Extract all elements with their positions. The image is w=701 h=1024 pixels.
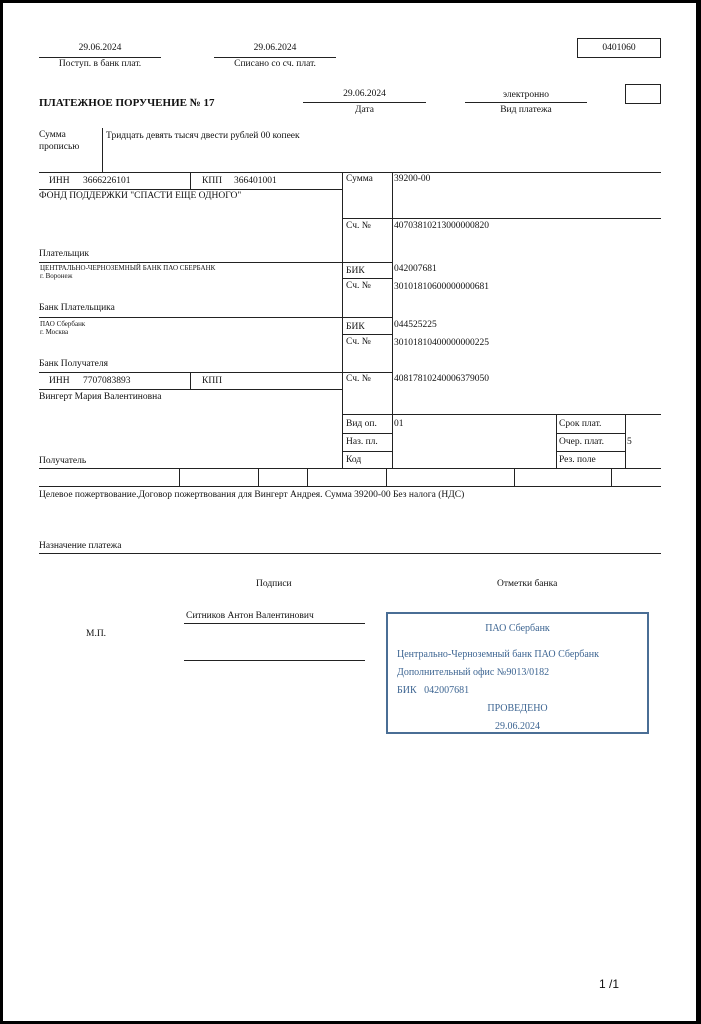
payer-bank-name: ЦЕНТРАЛЬНО-ЧЕРНОЗЕМНЫЙ БАНК ПАО СБЕРБАНК [40,264,216,272]
bank-stamp [386,612,649,734]
main-divider-1 [342,172,343,468]
signatures-label: Подписи [256,579,292,589]
purpose-text: Целевое пожертвование.Договор пожертвования для Вингерт Андрея. Сумма 39200-00 Без налога (НДС) [39,490,465,500]
tax-div-6 [611,468,612,486]
recipient-bank-label: Банк Получателя [39,359,108,369]
line-448b [556,451,625,452]
line-259 [39,262,392,263]
recipient-bank-name: ПАО Сбербанк [40,320,86,328]
line-331 [342,334,392,335]
recipient-name: Вингерт Мария Валентиновна [39,392,162,402]
line-430b [556,433,625,434]
seal-label: М.П. [86,629,107,639]
received-label: Поступ. в банк плат. [58,59,142,69]
recipient-account: 40817810240006379050 [394,374,489,384]
recipient-inn-label: ИНН [49,376,70,386]
stamp-office: Дополнительный офис №9013/0182 [397,667,550,678]
tax-div-2 [258,468,259,486]
line-186 [39,189,342,190]
line-369 [39,372,392,373]
payment-kind-line [465,102,587,103]
line-386 [39,389,342,390]
recipient-bank-account-label: Сч. № [346,337,371,347]
tax-div-5 [514,468,515,486]
line-550 [39,553,661,554]
codes-divider-1 [556,414,557,468]
tax-div-1 [179,468,180,486]
purpose-code-label: Наз. пл. [346,437,378,447]
page-number: 1 /1 [599,977,620,991]
payment-kind: электронно [502,90,550,100]
status-box [625,84,661,104]
tax-div-4 [386,468,387,486]
signature-line-2 [184,660,365,661]
stamp-date: 29.06.2024 [495,721,540,732]
received-date-line [39,57,161,58]
codes-divider-2 [625,414,626,468]
priority-label: Очер. плат. [559,437,604,447]
payer-sum-label: Сумма [346,174,373,184]
priority-value: 5 [627,437,632,447]
line-430a [342,433,392,434]
stamp-bik: БИК 042007681 [397,685,470,696]
recipient-kpp-label: КПП [202,376,223,386]
payer-bank-bik: 042007681 [394,264,437,274]
recipient-bank-bik: 044525225 [394,320,437,330]
purpose-label: Назначение платежа [39,541,122,551]
line-483 [39,486,661,487]
payer-bank-bik-label: БИК [346,266,365,276]
due-label: Срок плат. [559,419,602,429]
line-465 [39,468,661,469]
debited-date: 29.06.2024 [253,43,297,53]
debited-label: Списано со сч. плат. [234,59,316,69]
form-code: 0401060 [602,43,636,53]
order-date: 29.06.2024 [343,89,386,99]
recipient-inn: 7707083893 [83,376,131,386]
recipient-account-label: Сч. № [346,374,371,384]
op-type: 01 [394,419,404,429]
payer-account-label: Сч. № [346,221,371,231]
recipient-bank-city: г. Москва [40,328,69,336]
payer-kpp: 366401001 [234,176,277,186]
order-date-line [303,102,426,103]
payer-name: ФОНД ПОДДЕРЖКИ "СПАСТИ ЕЩЕ ОДНОГО" [39,191,242,201]
recipient-bank-account: 30101810400000000225 [394,338,489,348]
payer-inn: 3666226101 [83,176,131,186]
amount-words-text: Тридцать девять тысяч двести рублей 00 копеек [106,131,300,141]
line-215 [342,218,661,219]
reserve-label: Рез. поле [559,455,596,465]
recipient-label: Получатель [39,456,87,466]
signer-name: Ситников Антон Валентинович [186,611,314,621]
tax-div-3 [307,468,308,486]
order-date-label: Дата [355,105,374,115]
stamp-bank: ПАО Сбербанк [485,623,550,634]
signature-line-1 [184,623,365,624]
line-314 [39,317,392,318]
form-code-box [577,38,661,58]
stamp-division: Центрально-Черноземный банк ПАО Сбербанк [397,649,600,660]
payment-kind-label: Вид платежа [500,105,552,115]
amount-words-label-1: Сумма [39,130,66,140]
recipient-bank-bik-label: БИК [346,322,365,332]
payer-sum: 39200-00 [394,174,431,184]
payer-inn-label: ИНН [49,176,70,186]
line-448a [342,451,392,452]
op-type-label: Вид оп. [346,419,377,429]
amount-words-label-2: прописью [39,142,80,152]
bank-marks-label: Отметки банка [497,579,558,589]
recipient-inn-kpp-divider [190,372,191,389]
received-date: 29.06.2024 [78,43,122,53]
line-169 [39,172,661,173]
amount-words-divider [102,128,103,172]
line-275 [342,278,392,279]
payer-bank-label: Банк Плательщика [39,303,115,313]
payer-kpp-label: КПП [202,176,223,186]
order-title: ПЛАТЕЖНОЕ ПОРУЧЕНИЕ № 17 [39,97,215,109]
code-label: Код [346,455,362,465]
payer-account: 40703810213000000820 [394,221,489,231]
payer-label: Плательщик [39,249,90,259]
payer-bank-city: г. Воронеж [40,272,73,280]
payer-bank-account: 30101810600000000681 [394,282,489,292]
line-411 [342,414,661,415]
payment-order-page [3,3,696,1021]
stamp-status: ПРОВЕДЕНО [487,703,548,714]
payer-inn-kpp-divider [190,172,191,189]
debited-date-line [214,57,336,58]
main-divider-2 [392,172,393,468]
payer-bank-account-label: Сч. № [346,281,371,291]
